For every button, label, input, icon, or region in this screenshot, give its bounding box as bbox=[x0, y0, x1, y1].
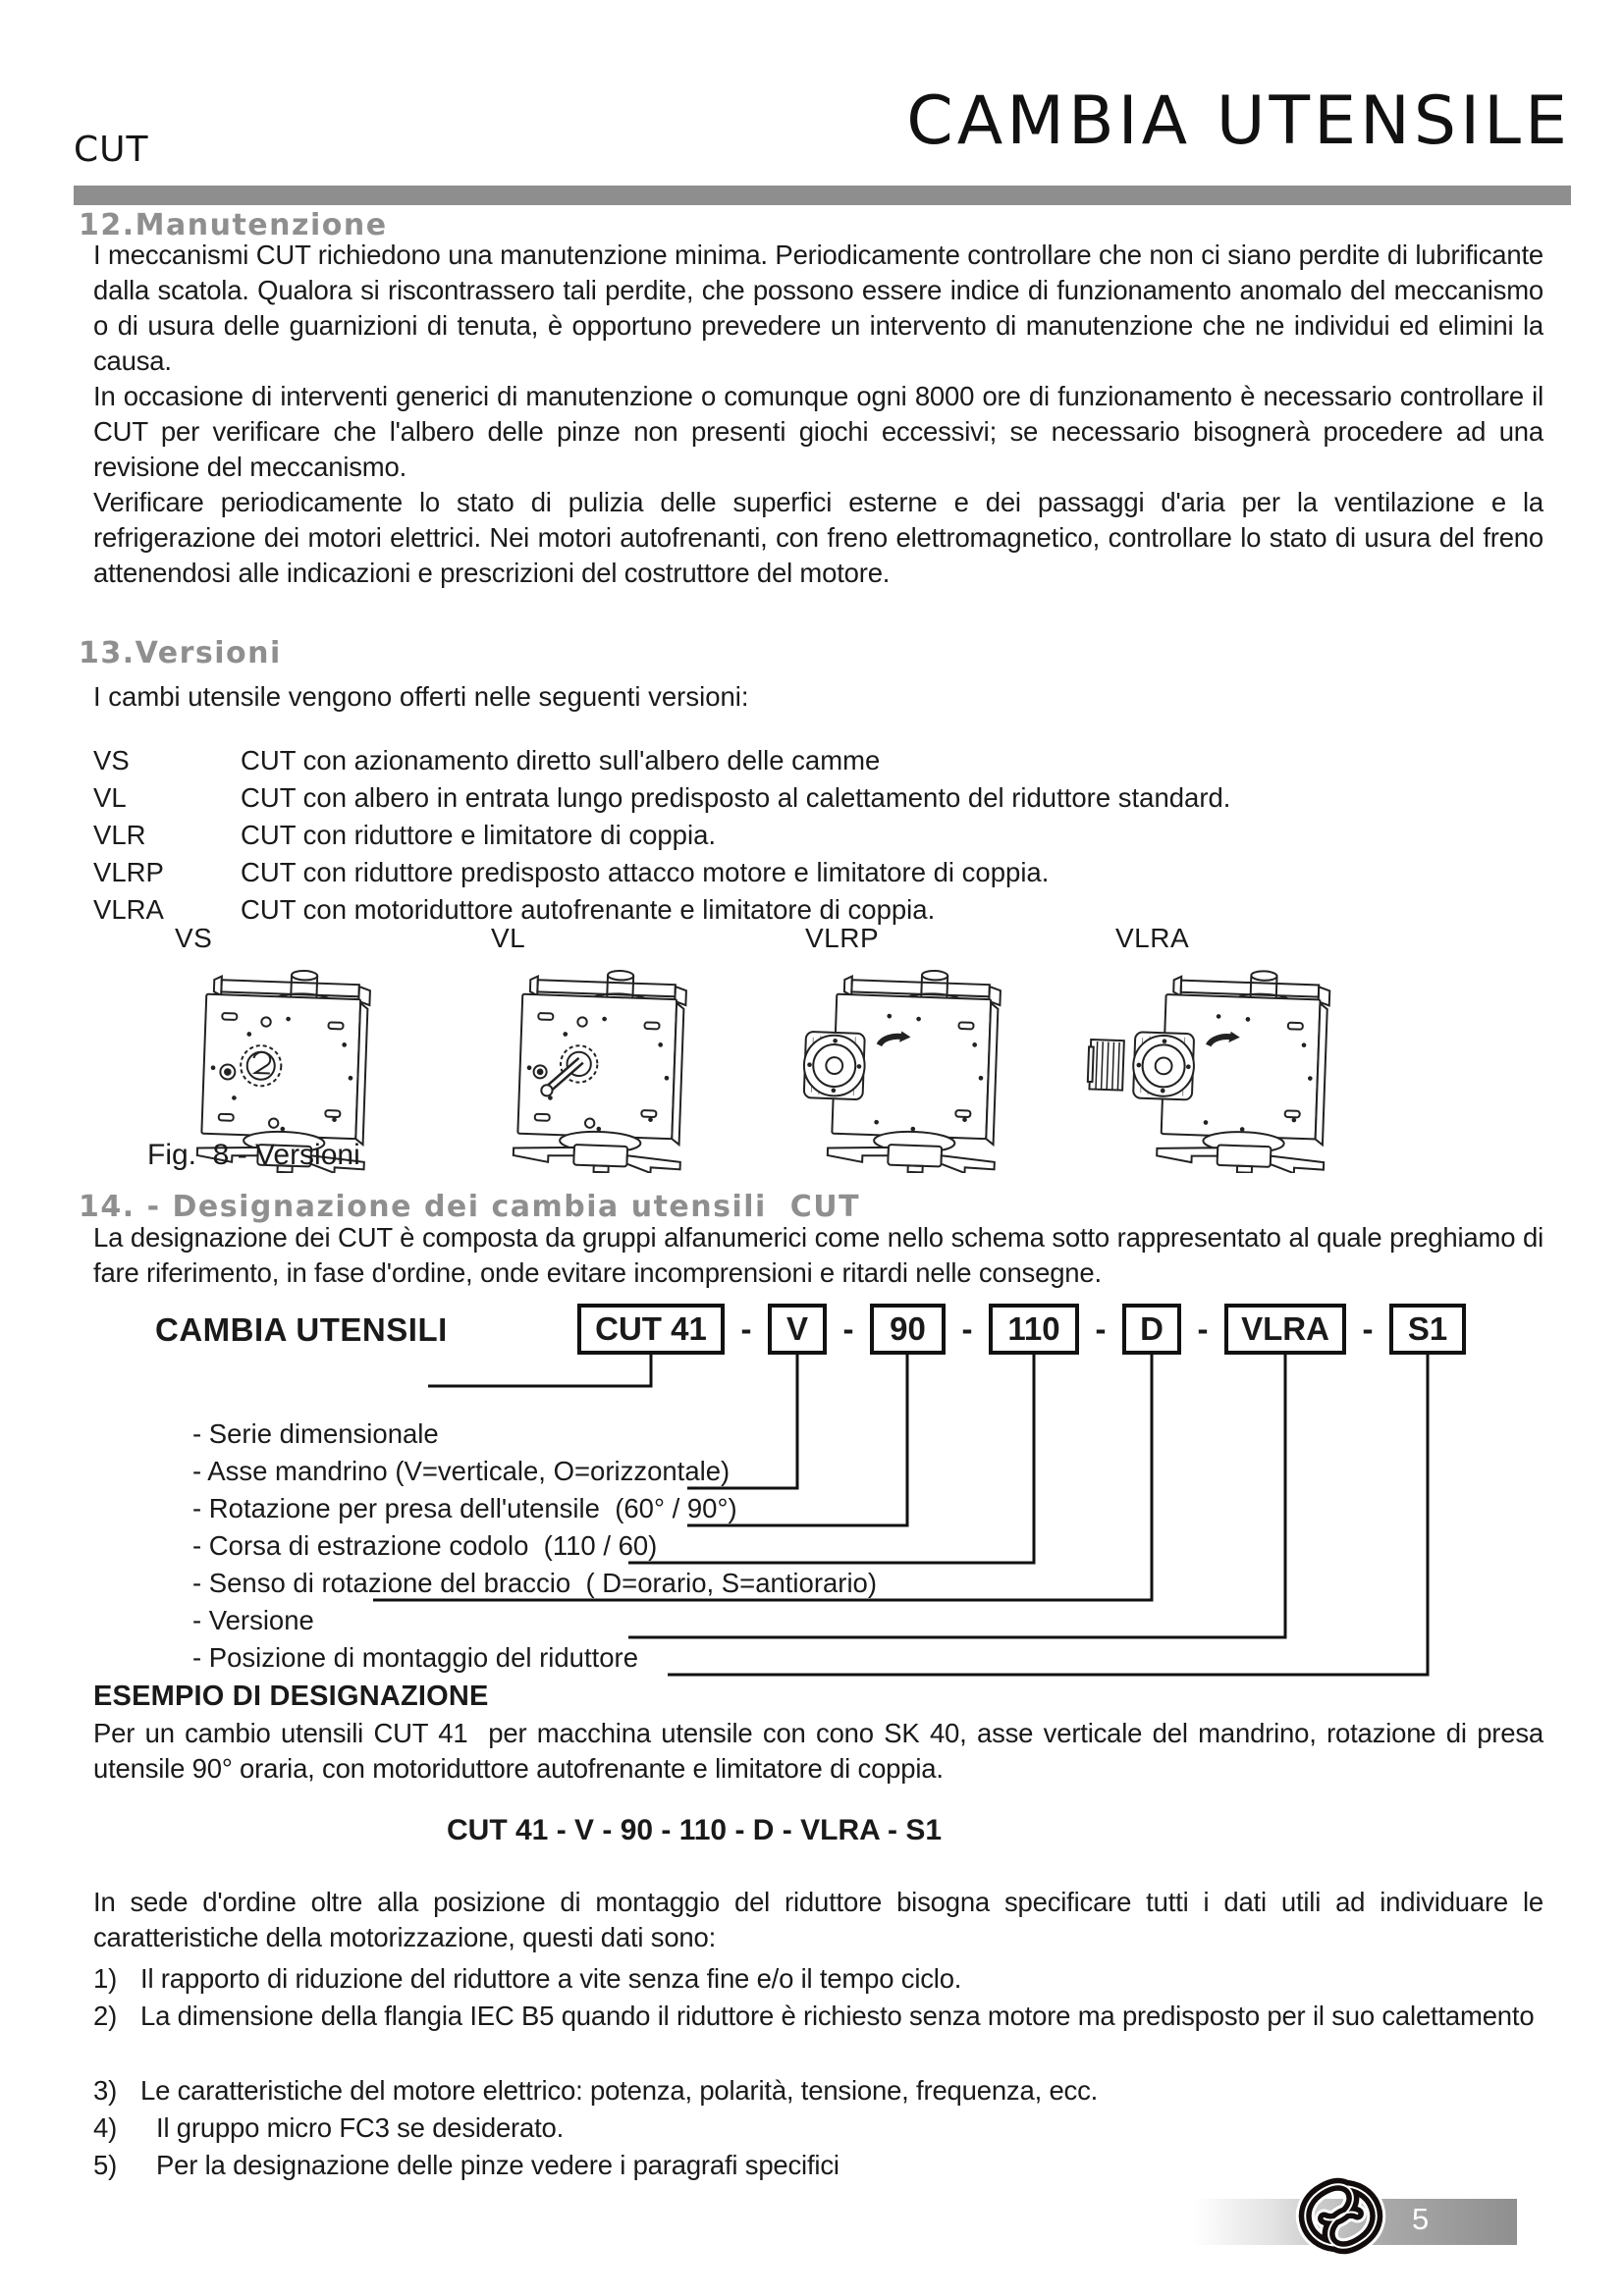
section-13-intro: I cambi utensile vengono offerti nelle seguenti versioni: bbox=[93, 681, 749, 712]
figure-label: VS bbox=[175, 923, 213, 953]
designation-box-direction: D bbox=[1122, 1304, 1181, 1355]
order-item-number: 1) bbox=[93, 1963, 118, 1994]
version-code: VLRP bbox=[93, 857, 164, 887]
tool-changer-drawing-vlrp bbox=[768, 962, 1062, 1173]
version-description: CUT con riduttore e limitatore di coppia. bbox=[241, 820, 717, 850]
designation-scheme-label: CAMBIA UTENSILI bbox=[155, 1311, 448, 1348]
version-description: CUT con azionamento diretto sull'albero delle camme bbox=[241, 745, 881, 775]
tool-changer-drawing-vl bbox=[454, 962, 748, 1173]
order-item bbox=[93, 1961, 1543, 1997]
order-item-text: Il gruppo micro FC3 se desiderato. bbox=[156, 2112, 565, 2143]
designation-separator: - bbox=[1362, 1310, 1374, 1347]
order-item-text: Il rapporto di riduzione del riduttore a vite senza fine e/o il tempo ciclo. bbox=[140, 1963, 962, 1994]
figure-label: VL bbox=[491, 923, 526, 953]
section-14-heading: 14. - Designazione dei cambia utensili CUT bbox=[79, 1190, 861, 1224]
legend-item: - Posizione di montaggio del riduttore bbox=[192, 1642, 639, 1673]
example-heading: ESEMPIO DI DESIGNAZIONE bbox=[93, 1681, 489, 1712]
order-item-number: 4) bbox=[93, 2112, 118, 2143]
version-code: VLRA bbox=[93, 894, 164, 925]
version-code: VL bbox=[93, 782, 127, 813]
legend-item: - Versione bbox=[192, 1605, 314, 1635]
paragraph: I meccanismi CUT richiedono una manutenzione minima. Periodicamente controllare che non ci siano perdite di lubrificante dalla scatola. Qualora si riscontrassero tali perdite, che possono essere indice di funzionamento anomalo del meccanismo o di usura delle guarnizioni di tenuta, è opportuno prevedere un intervento di manutenzione che ne individui ed elimini la causa. bbox=[93, 240, 1543, 376]
version-row bbox=[93, 779, 1543, 817]
order-item bbox=[93, 2110, 1543, 2146]
section-12-heading: 12.Manutenzione bbox=[79, 208, 388, 242]
version-description: CUT con riduttore predisposto attacco motore e limitatore di coppia. bbox=[241, 857, 1050, 887]
order-intro: In sede d'ordine oltre alla posizione di montaggio del riduttore bisogna specificare tutti i dati utili ad individuare le caratteristiche della motorizzazione, questi dati sono: bbox=[93, 1887, 1543, 1952]
example-body: Per un cambio utensili CUT 41 per macchina utensile con cono SK 40, asse verticale del mandrino, rotazione di presa utensile 90° oraria, con motoriduttore autofrenante e limitatore di coppia. bbox=[93, 1718, 1551, 1784]
header-divider-bar bbox=[74, 186, 1571, 205]
legend-item: - Senso di rotazione del braccio ( D=orario, S=antiorario) bbox=[192, 1568, 878, 1598]
designation-box-axis: V bbox=[768, 1304, 827, 1355]
designation-box-mount: S1 bbox=[1389, 1304, 1466, 1355]
product-code-label: CUT bbox=[74, 130, 149, 170]
designation-separator: - bbox=[842, 1310, 854, 1347]
paragraph: Verificare periodicamente lo stato di pulizia delle superfici esterne e dei passaggi d'aria per la ventilazione e la refrigerazione dei motori elettrici. Nei motori autofrenanti, con freno elettromagnetico, controllare lo stato di usura del freno attenendosi alle indicazioni e prescrizioni del costruttore del motore. bbox=[93, 487, 1543, 588]
figure-variant-vl bbox=[454, 923, 768, 1173]
leader-line bbox=[428, 1355, 651, 1386]
version-row bbox=[93, 817, 1543, 854]
designation-separator: - bbox=[740, 1310, 752, 1347]
paragraph: In occasione di interventi generici di manutenzione o comunque ogni 8000 ore di funzionamento è necessario controllare il CUT per verificare che l'albero delle pinze non presenti giochi eccessivi; se necessario bisognerà procedere ad una revisione del meccanismo. bbox=[93, 381, 1543, 482]
figure-variant-vlra bbox=[1078, 923, 1392, 1173]
section-14-intro: La designazione dei CUT è composta da gruppi alfanumerici come nello schema sotto rappresentato al quale preghiamo di fare riferimento, in fase d'ordine, onde evitare incomprensioni e ritardi nelle consegne. bbox=[93, 1222, 1543, 1288]
designation-separator: - bbox=[961, 1310, 973, 1347]
section-12-body bbox=[93, 238, 1543, 591]
order-item bbox=[93, 2073, 1543, 2109]
legend-item: - Corsa di estrazione codolo (110 / 60) bbox=[192, 1530, 658, 1561]
version-description: CUT con motoriduttore autofrenante e limitatore di coppia. bbox=[241, 894, 936, 925]
designation-box-series: CUT 41 bbox=[577, 1304, 725, 1355]
order-item-text: Per la designazione delle pinze vedere i paragrafi specifici bbox=[156, 2150, 839, 2180]
version-row bbox=[93, 742, 1543, 779]
legend-item: - Serie dimensionale bbox=[192, 1418, 439, 1449]
figure-caption: Fig. 8 - Versioni bbox=[147, 1139, 360, 1171]
designation-box-version: VLRA bbox=[1224, 1304, 1346, 1355]
figure-variant-vs bbox=[137, 923, 452, 1173]
version-description: CUT con albero in entrata lungo predisposto al calettamento del riduttore standard. bbox=[241, 782, 1231, 813]
order-item-number: 2) bbox=[93, 2001, 118, 2031]
section-13-heading: 13.Versioni bbox=[79, 636, 282, 670]
company-logo-icon bbox=[1284, 2160, 1397, 2272]
order-item-text: Le caratteristiche del motore elettrico: potenza, polarità, tensione, frequenza, ecc. bbox=[140, 2075, 1099, 2106]
designation-separator: - bbox=[1095, 1310, 1107, 1347]
version-code: VS bbox=[93, 745, 130, 775]
designation-box-rotation: 90 bbox=[870, 1304, 946, 1355]
designation-separator: - bbox=[1197, 1310, 1209, 1347]
designation-box-stroke: 110 bbox=[989, 1304, 1079, 1355]
figure-label: VLRP bbox=[805, 923, 880, 953]
version-row bbox=[93, 854, 1543, 891]
figure-label: VLRA bbox=[1115, 923, 1190, 953]
legend-item: - Asse mandrino (V=verticale, O=orizzontale) bbox=[192, 1456, 731, 1486]
page-number: 5 bbox=[1412, 2202, 1430, 2236]
legend-item: - Rotazione per presa dell'utensile (60° / 90°) bbox=[192, 1493, 737, 1523]
order-item-number: 5) bbox=[93, 2150, 118, 2180]
leader-line bbox=[668, 1355, 1428, 1675]
figure-variant-vlrp bbox=[768, 923, 1082, 1173]
tool-changer-drawing-vlra bbox=[1078, 962, 1392, 1173]
page-title: CAMBIA UTENSILE bbox=[906, 82, 1571, 160]
order-item-text: La dimensione della flangia IEC B5 quando il riduttore è richiesto senza motore ma predisposto per il suo calettamento bbox=[140, 2001, 1535, 2031]
order-item-number: 3) bbox=[93, 2075, 118, 2106]
example-designation: CUT 41 - V - 90 - 110 - D - VLRA - S1 bbox=[447, 1814, 943, 1846]
order-item bbox=[93, 1999, 1543, 2034]
version-code: VLR bbox=[93, 820, 146, 850]
